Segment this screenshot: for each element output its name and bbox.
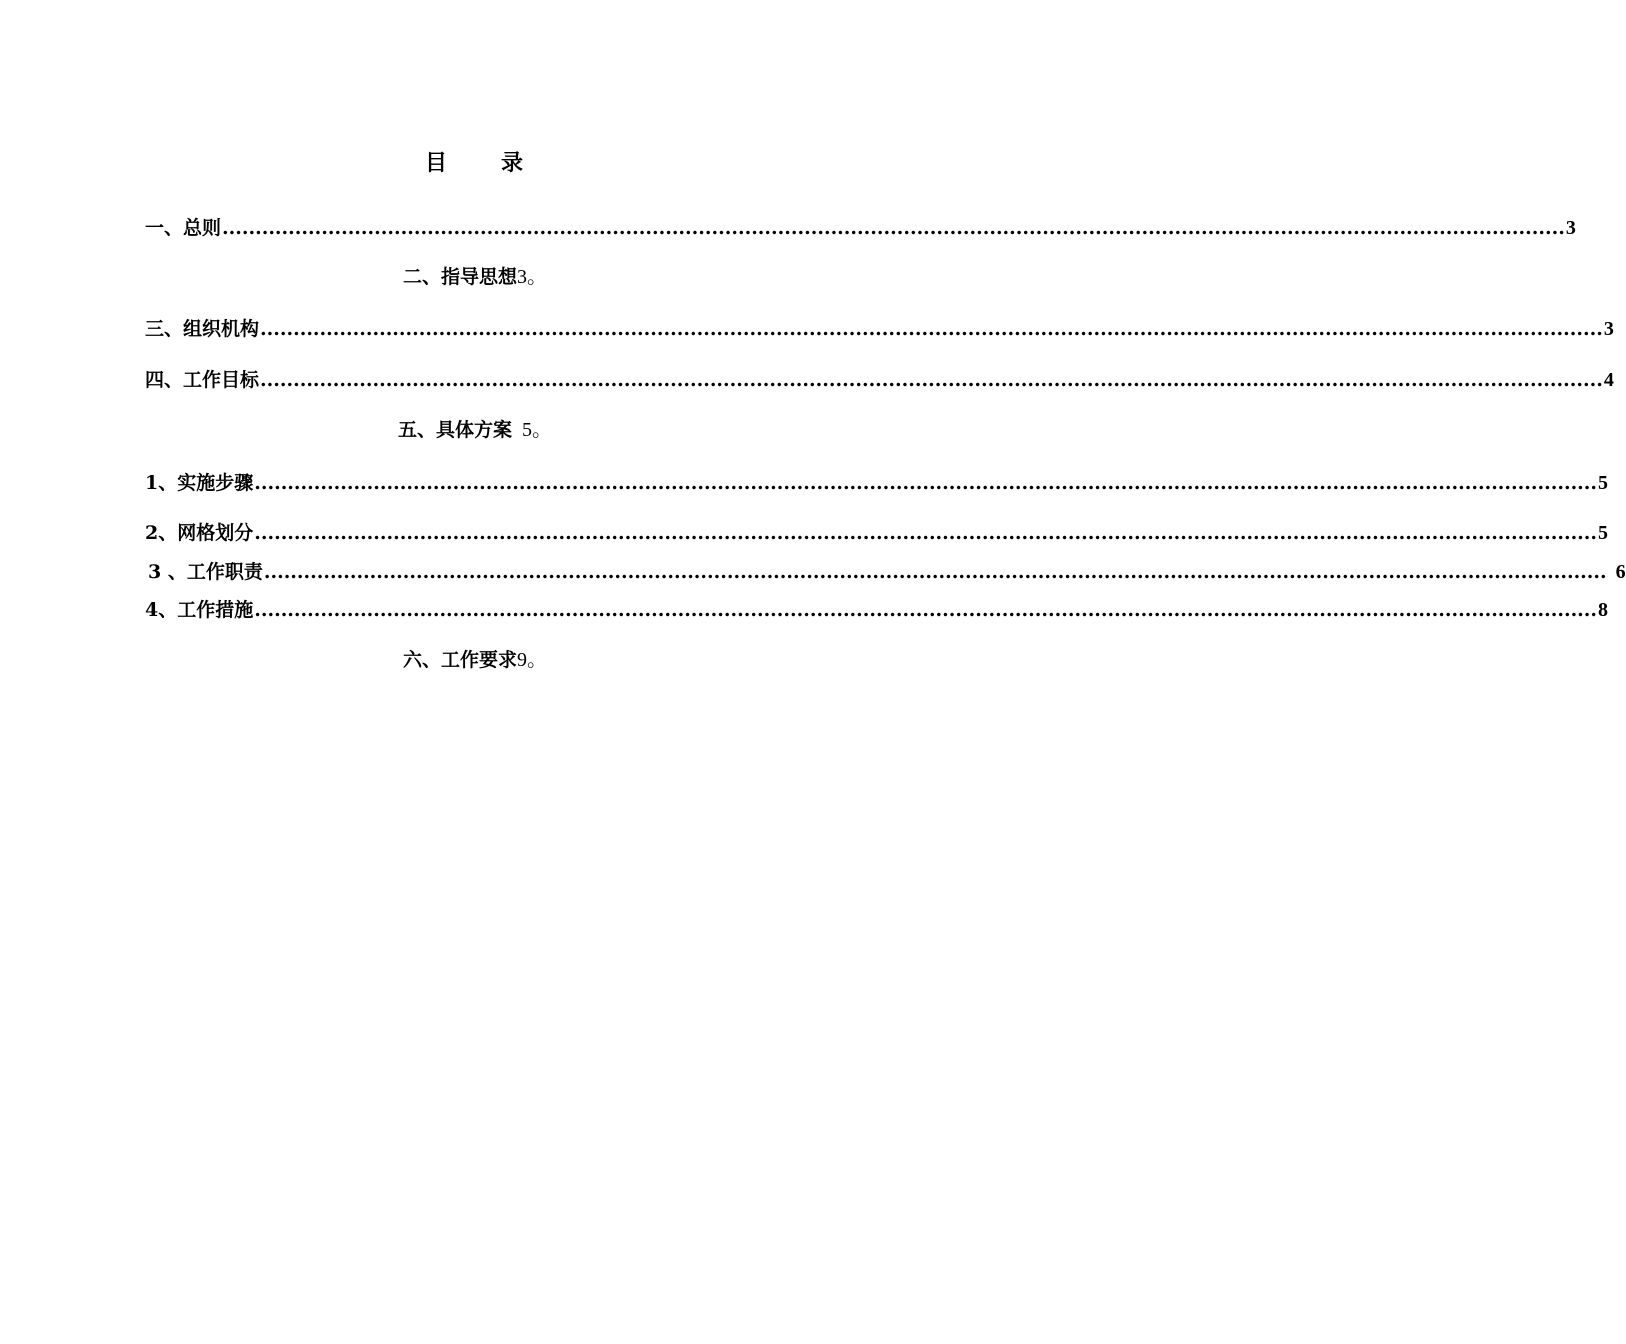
toc-entry-centered[interactable] — [0, 264, 950, 290]
toc-entry[interactable] — [145, 212, 1576, 240]
toc-entry-label: 一、总则 — [145, 217, 222, 239]
toc-leader-dots: ........................................................................................................................................................................................................... — [222, 217, 1565, 239]
toc-entry-page: 5。 — [522, 419, 552, 441]
toc-leader-dots: ........................................................................................................................................................................................................... — [254, 472, 1598, 494]
toc-entry-label: 三、组织机构 — [145, 318, 260, 340]
toc-title — [0, 146, 950, 177]
toc-entry-page: 4 — [1603, 369, 1614, 391]
toc-entry[interactable] — [145, 364, 1614, 392]
toc-entry[interactable] — [145, 594, 1609, 622]
toc-entry-label: 二、指导思想 — [402, 266, 517, 288]
toc-entry-page: 3 — [1565, 217, 1576, 239]
toc-entry-centered[interactable] — [0, 417, 950, 443]
toc-leader-dots: ........................................................................................................................................................................................................... — [254, 522, 1598, 544]
toc-entry-centered[interactable] — [0, 647, 950, 673]
toc-entry-label: 2、网格划分 — [145, 522, 254, 544]
toc-entry-label: 4、工作措施 — [145, 599, 254, 621]
toc-entry-page: 3。 — [517, 266, 547, 288]
toc-entry[interactable] — [145, 467, 1609, 495]
toc-entry-label: 六、工作要求 — [402, 649, 517, 671]
toc-entry[interactable] — [145, 517, 1609, 545]
toc-entry[interactable] — [148, 556, 1626, 584]
toc-leader-dots: ........................................................................................................................................................................................................... — [254, 599, 1598, 621]
toc-entry-page: 5 — [1598, 472, 1609, 494]
toc-entry-page: 5 — [1598, 522, 1609, 544]
toc-entry[interactable] — [145, 313, 1614, 341]
toc-leader-dots: ........................................................................................................................................................................................................... — [263, 561, 1607, 583]
toc-entry-label: 五、具体方案 — [397, 419, 512, 441]
toc-title-char-2: 录 — [501, 150, 526, 176]
toc-entry-label: 1、实施步骤 — [145, 472, 254, 494]
toc-entry-label: 四、工作目标 — [145, 369, 260, 391]
toc-entry-page: 6 — [1615, 561, 1626, 583]
toc-leader-dots: ........................................................................................................................................................................................................... — [260, 369, 1603, 391]
toc-entry-page: 3 — [1603, 318, 1614, 340]
toc-leader-dots: ........................................................................................................................................................................................................... — [260, 318, 1603, 340]
toc-entry-label: 3 、工作职责 — [148, 561, 263, 583]
toc-title-char-1: 目 — [424, 150, 449, 176]
toc-entry-page: 8 — [1598, 599, 1609, 621]
toc-entry-page: 9。 — [517, 649, 547, 671]
